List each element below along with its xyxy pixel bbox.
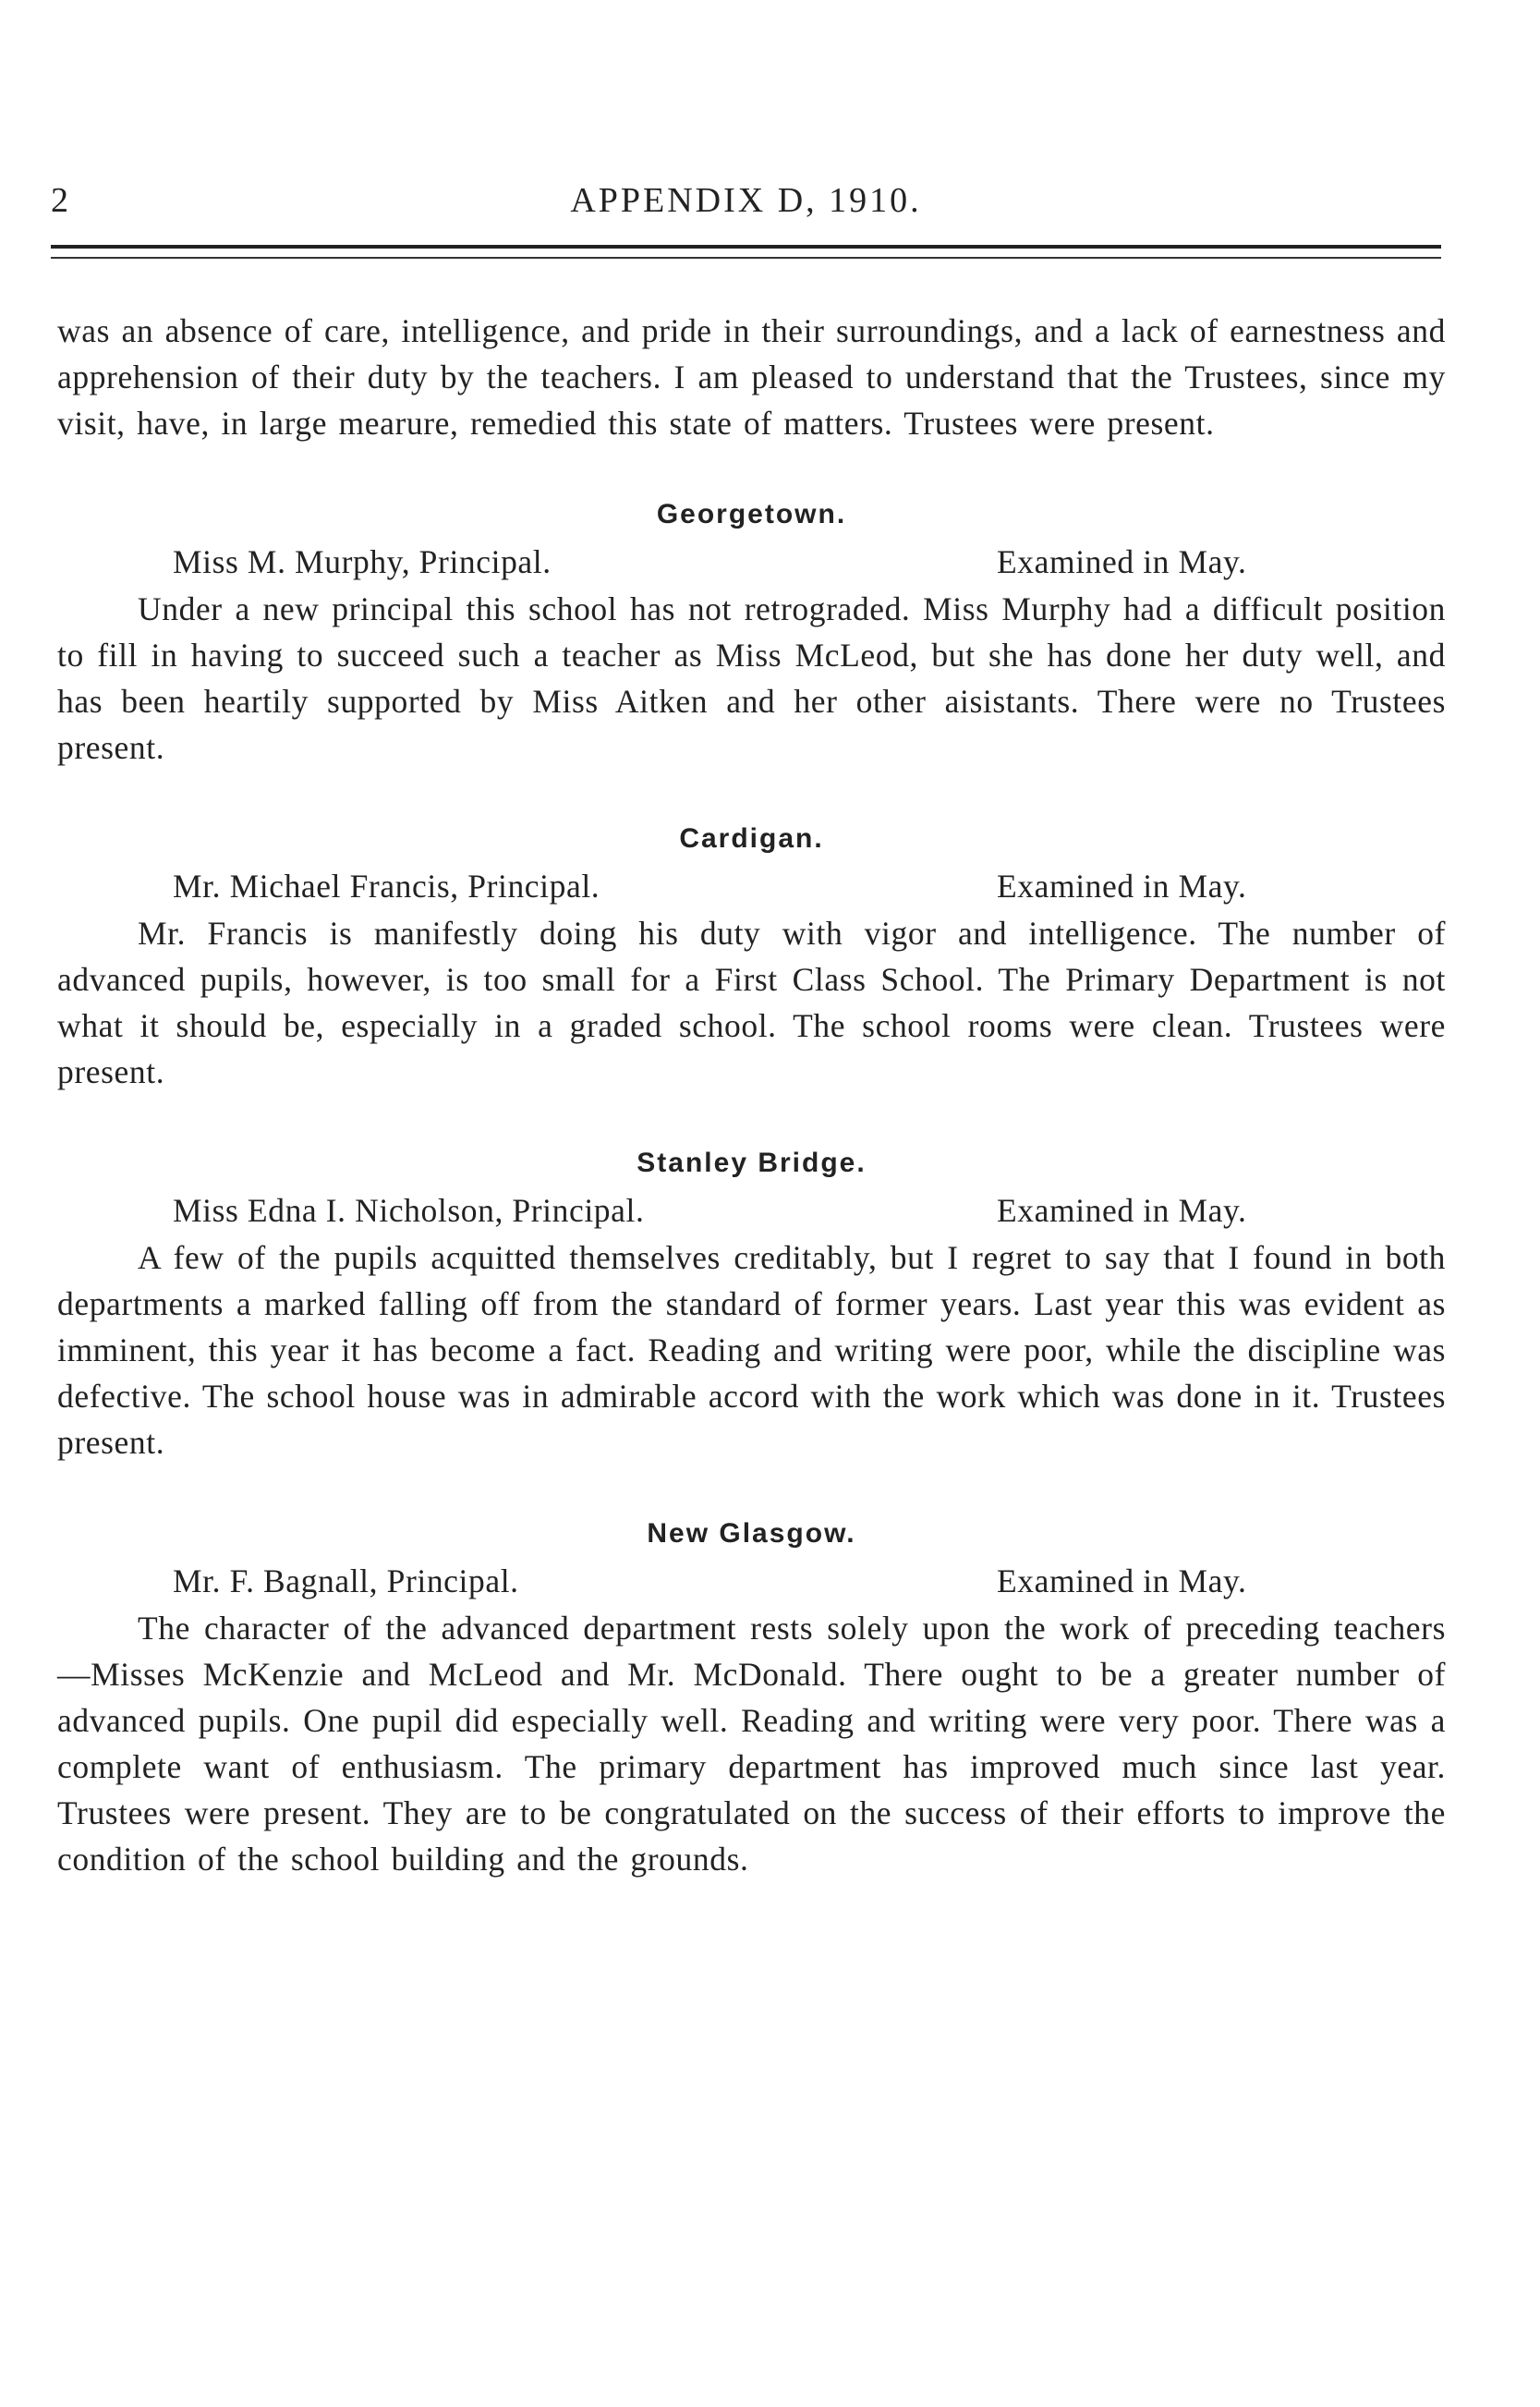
section-heading: Georgetown.: [656, 499, 847, 529]
section-heading: New Glasgow.: [647, 1518, 856, 1549]
header-rule-thick: [51, 245, 1441, 249]
page-body: [57, 308, 1446, 1882]
school-section-new-glasgow: [57, 1511, 1446, 1882]
section-meta: [57, 1186, 1446, 1234]
school-section-georgetown: [57, 492, 1446, 771]
intro-paragraph: was an absence of care, intelligence, and pride in their surroundings, and a lack of earnestness and apprehension of their duty by the teachers. I am pleased to understand that the Trustees, since my visit, have, in large mearure, remedied this state of matters. Trustees were present.: [57, 312, 1446, 442]
section-body: Under a new principal this school has not retrograded. Miss Murphy had a difficult position to fill in having to succeed such a teacher as Miss McLeod, but she has done her duty well, and has been heartily supported by Miss Aitken and her other aisistants. There were no Trustees present.: [57, 590, 1446, 766]
running-head: APPENDIX D, 1910.: [570, 181, 922, 220]
examination-date: Examined in May.: [997, 868, 1247, 905]
principal-name: Mr. Michael Francis, Principal.: [173, 868, 600, 905]
school-section-cardigan: [57, 816, 1446, 1095]
examination-date: Examined in May.: [997, 543, 1247, 580]
page-header: [51, 177, 1441, 224]
principal-name: Miss M. Murphy, Principal.: [173, 543, 552, 580]
section-meta: [57, 862, 1446, 910]
section-body: Mr. Francis is manifestly doing his duty with vigor and intelligence. The number of advanced pupils, however, is too small for a First Class School. The Primary Department is not what it should be, especially in a graded school. The school rooms were clean. Trustees were present.: [57, 915, 1446, 1090]
header-rule-thin: [51, 257, 1441, 259]
examination-date: Examined in May.: [997, 1192, 1247, 1229]
examination-date: Examined in May.: [997, 1562, 1247, 1599]
principal-name: Mr. F. Bagnall, Principal.: [173, 1562, 519, 1599]
section-meta: [57, 538, 1446, 586]
school-section-stanley-bridge: [57, 1140, 1446, 1465]
section-meta: [57, 1557, 1446, 1605]
section-heading: Cardigan.: [679, 823, 824, 854]
page-number: 2: [51, 181, 69, 220]
section-heading: Stanley Bridge.: [637, 1148, 867, 1178]
section-body: A few of the pupils acquitted themselves creditably, but I regret to say that I found in both departments a marked falling off from the standard of former years. Last year this was evident as imminent, this year it has become a fact. Reading and writing were poor, while the discipline was defective. The school house was in admirable accord with the work which was done in it. Trustees present.: [57, 1239, 1446, 1461]
section-body: The character of the advanced department rests solely upon the work of preceding teachers—Misses McKenzie and McLeod and Mr. McDonald. There ought to be a greater number of advanced pupils. One pupil did especially well. Reading and writing were very poor. There was a complete want of enthusiasm. The primary department has improved much since last year. Trustees were present. They are to be congratulated on the success of their efforts to improve the condition of the school building and the grounds.: [57, 1610, 1446, 1878]
principal-name: Miss Edna I. Nicholson, Principal.: [173, 1192, 645, 1229]
